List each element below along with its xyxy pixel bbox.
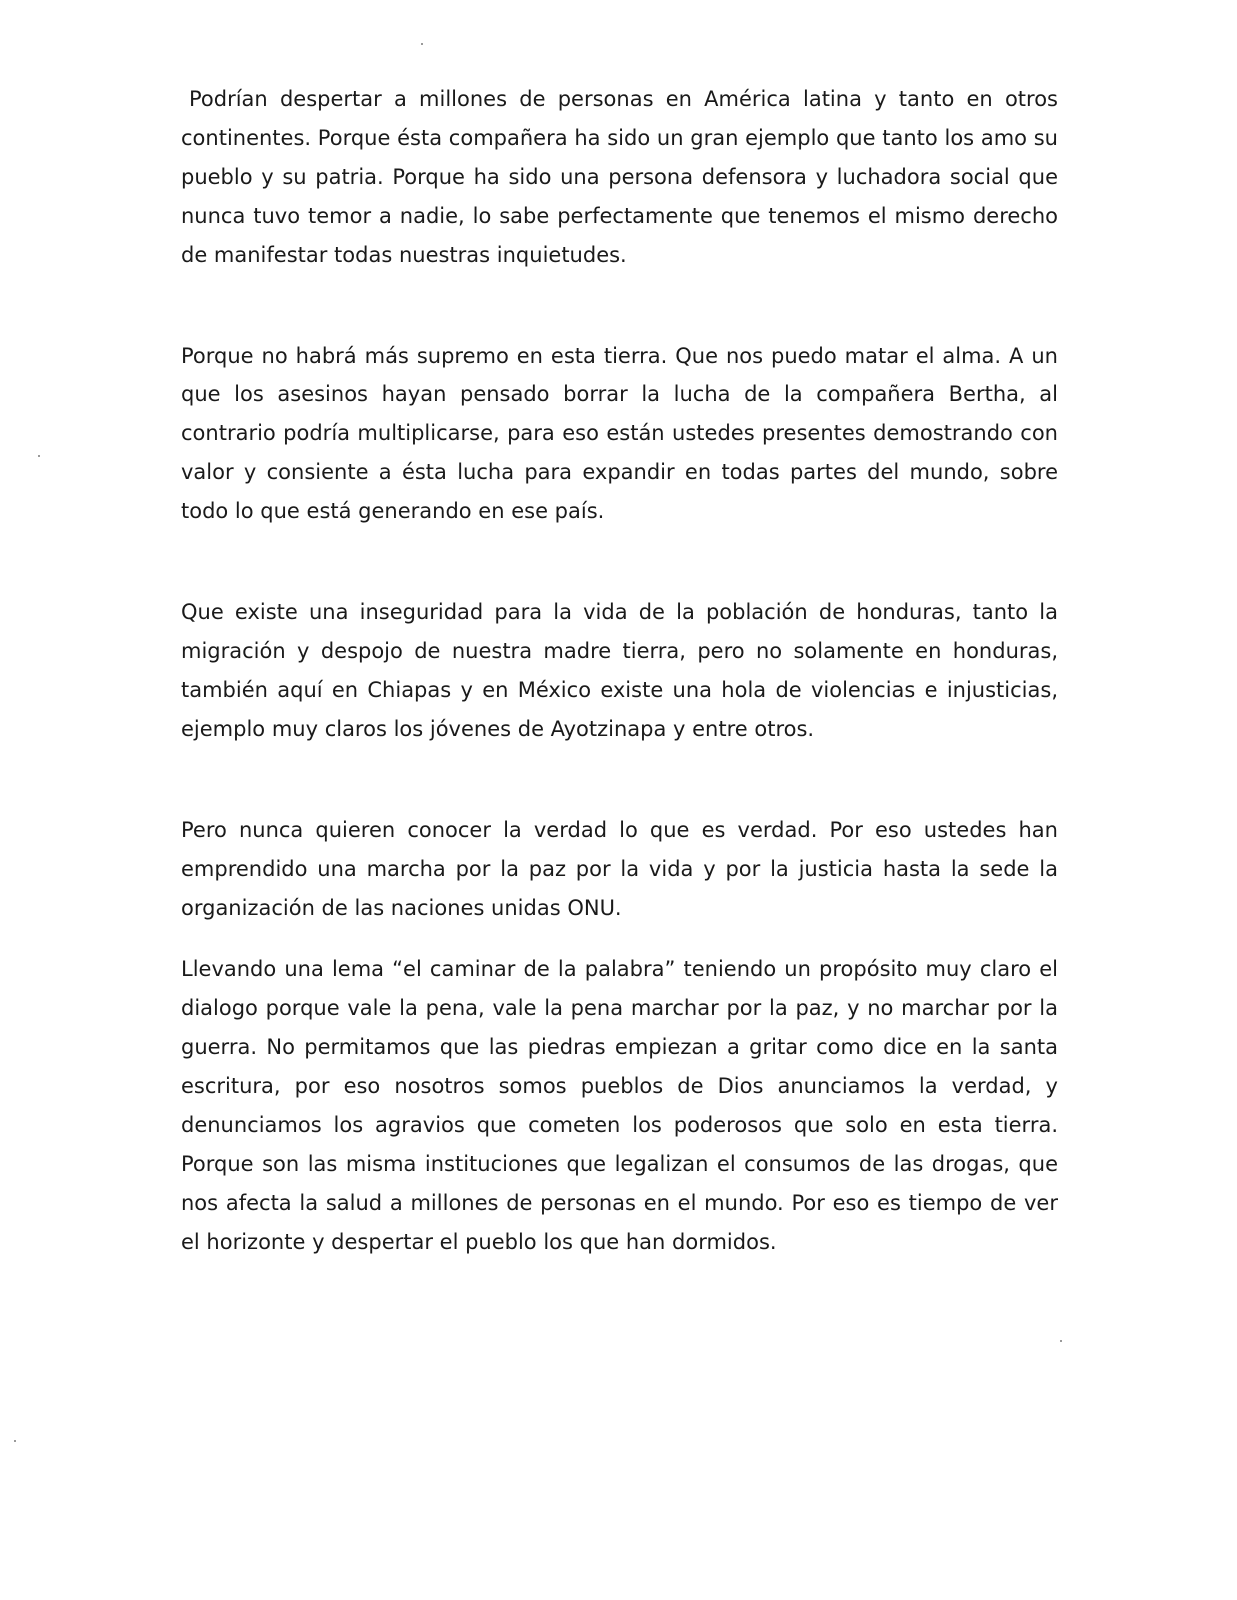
document-body: [181, 80, 1058, 1262]
scan-speck: [14, 1440, 16, 1442]
scan-speck: [38, 455, 40, 457]
scan-speck: [1060, 1340, 1062, 1342]
paragraph-4: Pero nunca quieren conocer la verdad lo que es verdad. Por eso ustedes han emprendido una marcha por la paz por la vida y por la justicia hasta la sede la organización de las naciones unidas ONU.: [181, 817, 1058, 920]
paragraph-1: Podrían despertar a millones de personas en América latina y tanto en otros continentes. Porque ésta compañera ha sido un gran ejemplo que tanto los amo su pueblo y su patria. Porque ha sido una persona defensora y luchadora social que nunca tuvo temor a nadie, lo sabe perfectamente que tenemos el mismo derecho de manifestar todas nuestras inquietudes.: [181, 87, 1058, 267]
paragraph-3: Que existe una inseguridad para la vida de la población de honduras, tanto la migración y despojo de nuestra madre tierra, pero no solamente en honduras, también aquí en Chiapas y en México existe una hola de violencias e injusticias, ejemplo muy claros los jóvenes de Ayotzinapa y entre otros.: [181, 600, 1058, 741]
paragraph-2: Porque no habrá más supremo en esta tierra. Que nos puedo matar el alma. A un que los asesinos hayan pensado borrar la lucha de la compañera Bertha, al contrario podría multiplicarse, para eso están ustedes presentes demostrando con valor y consiente a ésta lucha para expandir en todas partes del mundo, sobre todo lo que está generando en ese país.: [181, 343, 1058, 524]
scan-speck: [421, 43, 423, 45]
paragraph-5: Llevando una lema “el caminar de la palabra” teniendo un propósito muy claro el dialogo porque vale la pena, vale la pena marchar por la paz, y no marchar por la guerra. No permitamos que las piedras empiezan a gritar como dice en la santa escritura, por eso nosotros somos pueblos de Dios anunciamos la verdad, y denunciamos los agravios que cometen los poderosos que solo en esta tierra. Porque son las misma instituciones que legalizan el consumos de las drogas, que nos afecta la salud a millones de personas en el mundo. Por eso es tiempo de ver el horizonte y despertar el pueblo los que han dormidos.: [181, 957, 1058, 1254]
